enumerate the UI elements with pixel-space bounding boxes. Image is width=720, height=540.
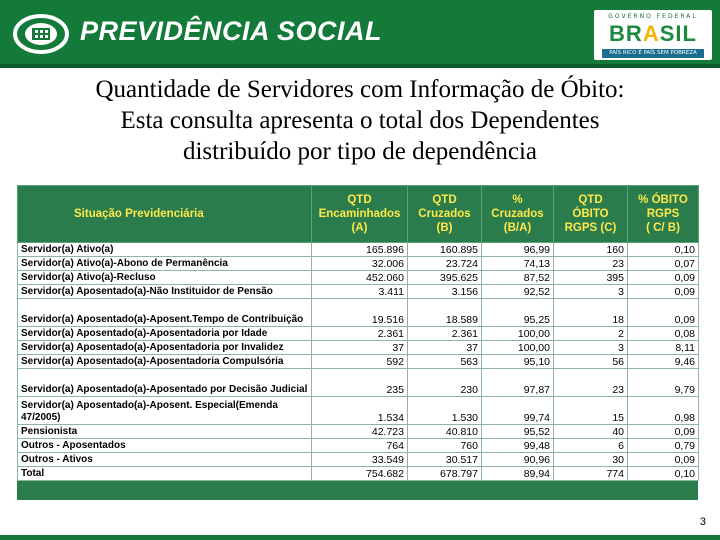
title-line-2: Esta consulta apresenta o total dos Dependentes (120, 107, 600, 134)
title-line-1: Quantidade de Servidores com Informação de Óbito: (95, 76, 625, 103)
data-table (17, 185, 699, 481)
row-label: Servidor(a) Aposentado(a)-Aposent. Especial(Emenda 47/2005) (18, 397, 312, 425)
cell-qtd-encaminhados: 165.896 (312, 243, 408, 257)
cell-pct-cruzados: 99,48 (482, 439, 554, 453)
cell-pct-obito: 0,98 (628, 397, 699, 425)
cell-qtd-encaminhados: 592 (312, 355, 408, 369)
cell-qtd-obito: 6 (554, 439, 628, 453)
table-row (18, 425, 699, 439)
cell-qtd-cruzados: 160.895 (408, 243, 482, 257)
cell-qtd-obito: 774 (554, 467, 628, 481)
row-label: Servidor(a) Aposentado(a)-Aposentado por Decisão Judicial (18, 369, 312, 397)
header-pct-cruzados: % Cruzados (B/A) (482, 186, 554, 243)
gov-slogan: PAÍS RICO É PAÍS SEM POBREZA (602, 49, 704, 58)
table-row (18, 439, 699, 453)
cell-pct-cruzados: 100,00 (482, 341, 554, 355)
cell-pct-obito: 9,79 (628, 369, 699, 397)
cell-qtd-encaminhados: 2.361 (312, 327, 408, 341)
row-label: Servidor(a) Aposentado(a)-Aposentadoria Compulsória (18, 355, 312, 369)
brasil-wordmark (600, 21, 706, 47)
cell-pct-cruzados: 95,52 (482, 425, 554, 439)
cell-qtd-encaminhados: 452.060 (312, 271, 408, 285)
slide-title (10, 74, 710, 167)
cell-qtd-obito: 2 (554, 327, 628, 341)
table-header-row (18, 186, 699, 243)
cell-pct-cruzados: 74,13 (482, 257, 554, 271)
row-label: Servidor(a) Ativo(a)-Abono de Permanência (18, 257, 312, 271)
table-row (18, 271, 699, 285)
cell-qtd-obito: 395 (554, 271, 628, 285)
cell-qtd-encaminhados: 37 (312, 341, 408, 355)
cell-pct-obito: 0,09 (628, 285, 699, 299)
cell-qtd-obito: 30 (554, 453, 628, 467)
cell-qtd-cruzados: 230 (408, 369, 482, 397)
cell-qtd-obito: 18 (554, 299, 628, 327)
cell-qtd-encaminhados: 3.411 (312, 285, 408, 299)
cell-pct-obito: 0,08 (628, 327, 699, 341)
brasil-part-a: A (642, 21, 660, 46)
cell-pct-cruzados: 89,94 (482, 467, 554, 481)
cell-qtd-cruzados: 3.156 (408, 285, 482, 299)
gov-small-text: GOVERNO FEDERAL (608, 13, 698, 20)
cell-qtd-cruzados: 37 (408, 341, 482, 355)
table-row (18, 285, 699, 299)
cell-qtd-obito: 23 (554, 369, 628, 397)
brasil-part-2: SIL (659, 21, 697, 46)
cell-pct-obito: 0,10 (628, 467, 699, 481)
table-row (18, 369, 699, 397)
table-row (18, 397, 699, 425)
brand-title: PREVIDÊNCIA SOCIAL (80, 16, 383, 46)
cell-qtd-obito: 3 (554, 285, 628, 299)
cell-pct-cruzados: 96,99 (482, 243, 554, 257)
cell-qtd-obito: 160 (554, 243, 628, 257)
table-row (18, 467, 699, 481)
table-row (18, 355, 699, 369)
header-stripe (0, 64, 720, 68)
cell-qtd-cruzados: 30.517 (408, 453, 482, 467)
header-qtd-cruzados: QTD Cruzados (B) (408, 186, 482, 243)
page-number: 3 (699, 516, 706, 528)
brasil-part-1: BR (609, 21, 643, 46)
row-label: Servidor(a) Ativo(a) (18, 243, 312, 257)
row-label: Outros - Aposentados (18, 439, 312, 453)
cell-pct-obito: 0,09 (628, 453, 699, 467)
table-row (18, 453, 699, 467)
header-situacao: Situação Previdenciária (18, 186, 312, 243)
row-label: Servidor(a) Aposentado(a)-Não Instituidor de Pensão (18, 285, 312, 299)
header-qtd-encaminhados: QTD Encaminhados (A) (312, 186, 408, 243)
row-label: Servidor(a) Ativo(a)-Recluso (18, 271, 312, 285)
cell-qtd-encaminhados: 754.682 (312, 467, 408, 481)
cell-pct-obito: 0,07 (628, 257, 699, 271)
cell-qtd-cruzados: 40.810 (408, 425, 482, 439)
data-table-container (17, 185, 698, 500)
cell-pct-obito: 0,09 (628, 425, 699, 439)
row-label: Outros - Ativos (18, 453, 312, 467)
cell-qtd-cruzados: 2.361 (408, 327, 482, 341)
title-line-3: distribuído por tipo de dependência (182, 138, 538, 165)
cell-pct-obito: 9,46 (628, 355, 699, 369)
cell-qtd-cruzados: 23.724 (408, 257, 482, 271)
cell-qtd-cruzados: 18.589 (408, 299, 482, 327)
cell-qtd-cruzados: 678.797 (408, 467, 482, 481)
header-qtd-obito: QTD ÓBITO RGPS (C) (554, 186, 628, 243)
row-label: Total (18, 467, 312, 481)
cell-qtd-cruzados: 1.530 (408, 397, 482, 425)
cell-qtd-encaminhados: 32.006 (312, 257, 408, 271)
cell-pct-obito: 0,09 (628, 271, 699, 285)
cell-qtd-encaminhados: 1.534 (312, 397, 408, 425)
cell-qtd-obito: 3 (554, 341, 628, 355)
cell-pct-cruzados: 92,52 (482, 285, 554, 299)
row-label: Pensionista (18, 425, 312, 439)
cell-qtd-cruzados: 760 (408, 439, 482, 453)
footer-line (0, 535, 720, 540)
cell-pct-cruzados: 95,10 (482, 355, 554, 369)
cell-qtd-obito: 15 (554, 397, 628, 425)
cell-qtd-obito: 23 (554, 257, 628, 271)
cell-qtd-cruzados: 395.625 (408, 271, 482, 285)
cell-pct-cruzados: 99,74 (482, 397, 554, 425)
cell-qtd-cruzados: 563 (408, 355, 482, 369)
cell-pct-cruzados: 95,25 (482, 299, 554, 327)
row-label: Servidor(a) Aposentado(a)-Aposentadoria por Invalidez (18, 341, 312, 355)
cell-qtd-obito: 40 (554, 425, 628, 439)
table-row (18, 299, 699, 327)
table-body (18, 243, 699, 481)
table-row (18, 243, 699, 257)
cell-pct-obito: 0,79 (628, 439, 699, 453)
cell-qtd-encaminhados: 19.516 (312, 299, 408, 327)
cell-pct-obito: 0,10 (628, 243, 699, 257)
cell-qtd-encaminhados: 764 (312, 439, 408, 453)
table-row (18, 341, 699, 355)
cell-pct-cruzados: 100,00 (482, 327, 554, 341)
header-bar (0, 0, 720, 68)
cell-pct-cruzados: 97,87 (482, 369, 554, 397)
cell-qtd-obito: 56 (554, 355, 628, 369)
cell-qtd-encaminhados: 33.549 (312, 453, 408, 467)
row-label: Servidor(a) Aposentado(a)-Aposent.Tempo de Contribuição (18, 299, 312, 327)
governo-federal-logo (594, 10, 712, 60)
row-label: Servidor(a) Aposentado(a)-Aposentadoria por Idade (18, 327, 312, 341)
previdencia-logo-icon (12, 12, 70, 56)
header-pct-obito: % ÓBITO RGPS ( C/ B) (628, 186, 699, 243)
cell-pct-obito: 0,09 (628, 299, 699, 327)
cell-pct-cruzados: 90,96 (482, 453, 554, 467)
table-row (18, 327, 699, 341)
cell-pct-obito: 8,11 (628, 341, 699, 355)
table-row (18, 257, 699, 271)
cell-qtd-encaminhados: 235 (312, 369, 408, 397)
cell-pct-cruzados: 87,52 (482, 271, 554, 285)
cell-qtd-encaminhados: 42.723 (312, 425, 408, 439)
